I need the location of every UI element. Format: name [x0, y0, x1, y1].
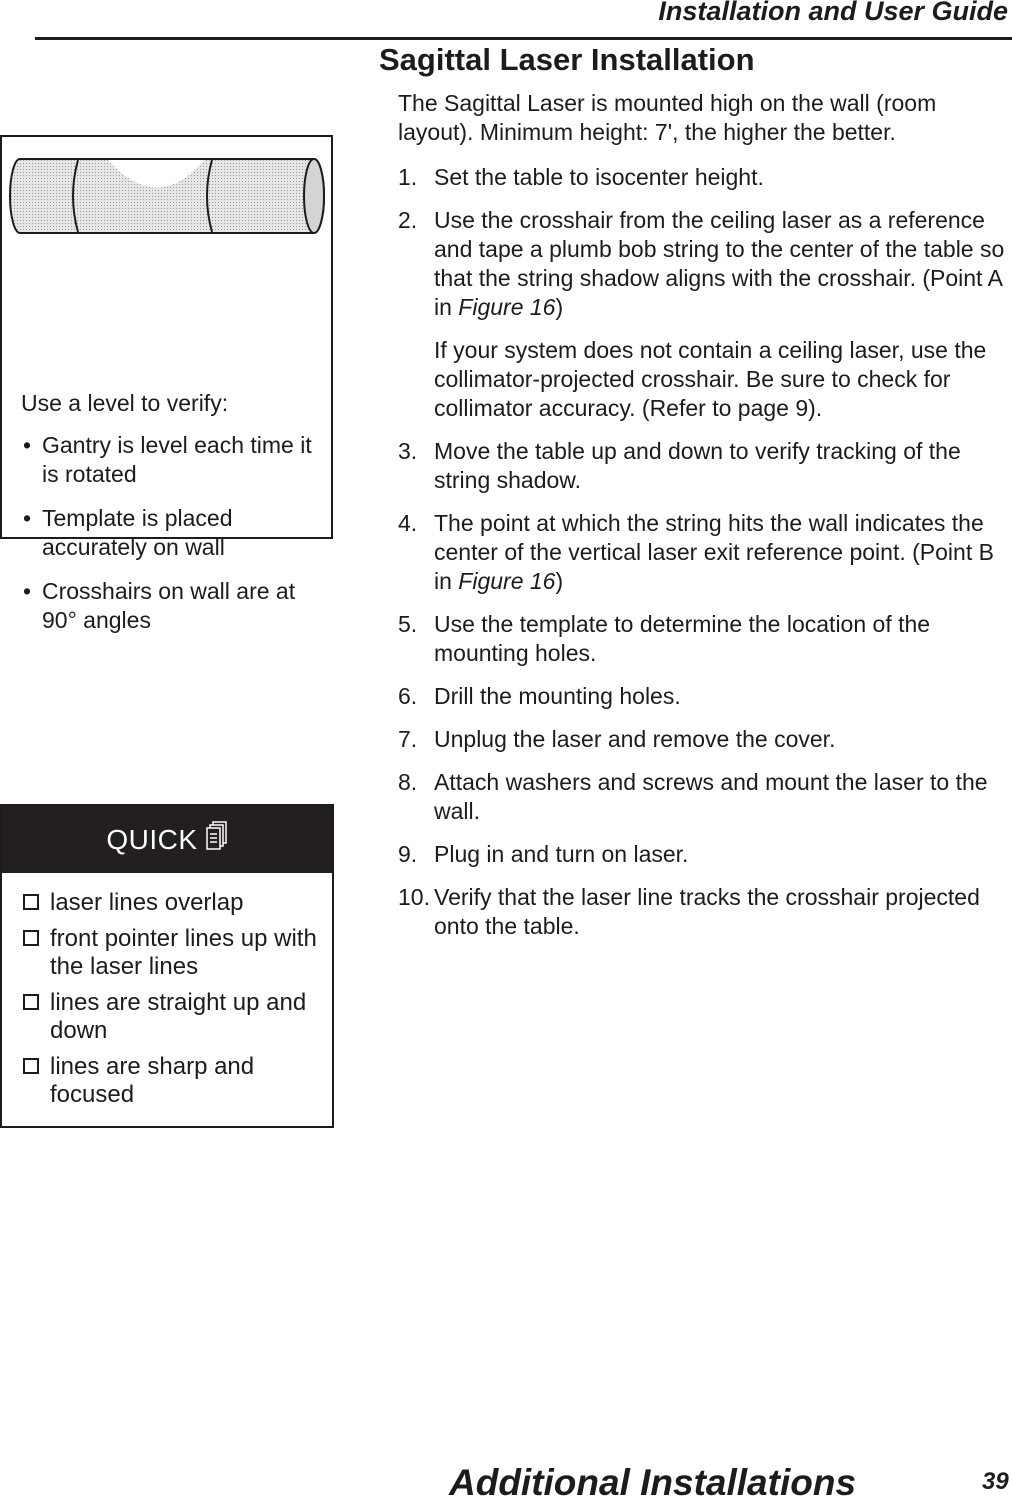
checklist-item — [22, 989, 322, 1045]
step-item — [398, 682, 1012, 711]
step-item — [398, 206, 1012, 423]
step-item — [398, 768, 1012, 826]
step-item — [398, 840, 1012, 869]
document-stack-icon — [206, 821, 228, 858]
checklist-item-text: lines are sharp and focused — [50, 1053, 255, 1108]
step-number: 9. — [398, 841, 418, 867]
installation-steps — [398, 163, 1012, 955]
figure-reference: Figure 16 — [458, 294, 556, 320]
step-text: Unplug the laser and remove the cover. — [434, 726, 836, 752]
spirit-level-icon — [8, 157, 326, 235]
step-note: If your system does not contain a ceiling laser, use the collimator-projected crosshair. Be sure to check for collimator accuracy. (Refer to page 9). — [434, 337, 987, 421]
footer-section-title: Additional Installations — [449, 1462, 857, 1503]
step-number: 4. — [398, 510, 418, 536]
list-item-text: Crosshairs on wall are at 90° angles — [42, 578, 296, 633]
checkbox-icon — [23, 930, 39, 946]
checklist-item — [22, 925, 322, 981]
step-number: 8. — [398, 769, 418, 795]
quick-title: QUICK — [106, 823, 198, 855]
step-text-end: ) — [555, 568, 564, 594]
step-text: Drill the mounting holes. — [434, 683, 681, 709]
step-number: 1. — [398, 164, 418, 190]
running-header: Installation and User Guide — [658, 0, 1008, 26]
step-text: Attach washers and screws and mount the laser to the wall. — [434, 769, 988, 824]
quick-header — [2, 806, 332, 873]
page-number: 39 — [982, 1468, 1009, 1495]
list-item-text: Gantry is level each time it is rotated — [42, 432, 312, 487]
step-item — [398, 163, 1012, 192]
step-item — [398, 509, 1012, 596]
step-text: Move the table up and down to verify tracking of the string shadow. — [434, 438, 961, 493]
checklist-item-text: laser lines overlap — [50, 889, 244, 916]
step-item — [398, 883, 1012, 941]
step-item — [398, 610, 1012, 668]
checkbox-icon — [23, 894, 39, 910]
bullet: • — [23, 432, 32, 458]
step-number: 10. — [398, 884, 430, 910]
checklist-item — [22, 1053, 322, 1109]
step-number: 7. — [398, 726, 418, 752]
checklist-item-text: lines are straight up and down — [50, 989, 307, 1044]
list-item — [21, 431, 321, 489]
step-text: The point at which the string hits the wall indicates the center of the vertical laser exit reference point. (Point B in — [434, 510, 994, 594]
level-checklist — [21, 431, 321, 650]
checkbox-icon — [23, 994, 39, 1010]
checklist-item — [22, 889, 322, 917]
step-item — [398, 725, 1012, 754]
step-text: Use the crosshair from the ceiling laser as a reference and tape a plumb bob string to the center of the table so that the string shadow aligns with the crosshair. (Point A in — [434, 207, 1005, 320]
quick-check-box — [0, 804, 334, 1128]
checklist-item-text: front pointer lines up with the laser lines — [50, 925, 317, 980]
step-text: Set the table to isocenter height. — [434, 164, 764, 190]
step-number: 2. — [398, 207, 418, 233]
section-title: Sagittal Laser Installation — [379, 42, 755, 77]
step-text-end: ) — [555, 294, 564, 320]
checkbox-icon — [23, 1058, 39, 1074]
figure-reference: Figure 16 — [458, 568, 556, 594]
step-number: 3. — [398, 438, 418, 464]
level-heading: Use a level to verify: — [21, 390, 229, 416]
step-number: 6. — [398, 683, 418, 709]
step-text: Use the template to determine the location of the mounting holes. — [434, 611, 931, 666]
list-item — [21, 504, 321, 562]
level-tip-box — [0, 135, 333, 633]
step-number: 5. — [398, 611, 418, 637]
bullet: • — [23, 578, 32, 604]
list-item — [21, 577, 321, 635]
intro-paragraph: The Sagittal Laser is mounted high on the wall (room layout). Minimum height: 7', the higher the better. — [398, 90, 937, 145]
header-rule — [35, 37, 1012, 40]
bullet: • — [23, 505, 32, 531]
step-text: Plug in and turn on laser. — [434, 841, 689, 867]
step-text: Verify that the laser line tracks the crosshair projected onto the table. — [434, 884, 980, 939]
step-item — [398, 437, 1012, 495]
list-item-text: Template is placed accurately on wall — [42, 505, 233, 560]
quick-checklist — [22, 889, 322, 1117]
